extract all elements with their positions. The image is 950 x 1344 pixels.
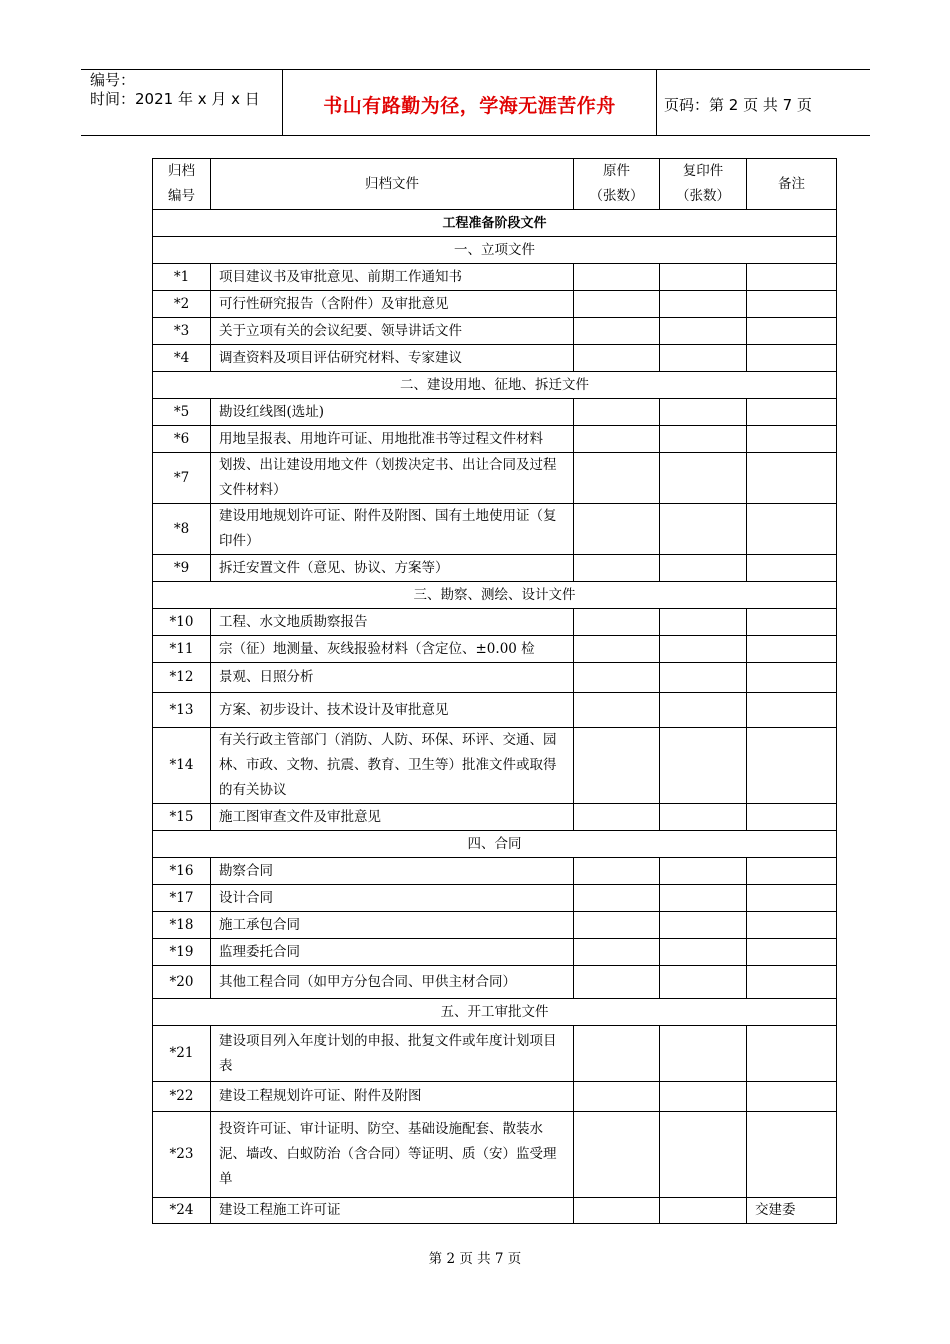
table-row: [153, 609, 837, 636]
table-row: [153, 663, 837, 693]
original-count-cell: [574, 1112, 660, 1198]
original-count-cell: [574, 1198, 660, 1224]
header-motto: 书山有路勤为径，学海无涯苦作舟: [323, 95, 616, 117]
document-time-label: 时间：2021 年 x 月 x 日: [90, 90, 260, 108]
remark-cell: [747, 345, 837, 372]
copy-count-cell: [660, 555, 747, 582]
table-row: [153, 912, 837, 939]
archive-number-cell: *19: [153, 939, 211, 966]
original-count-cell: [574, 264, 660, 291]
section-title: 三、勘察、测绘、设计文件: [153, 582, 837, 609]
table-body: [153, 210, 837, 1224]
original-count-cell: [574, 728, 660, 804]
table-row: [153, 1026, 837, 1082]
header-meta: [90, 71, 260, 109]
copy-count-cell: [660, 264, 747, 291]
copy-count-cell: [660, 885, 747, 912]
archive-number-cell: *13: [153, 693, 211, 728]
file-name-cell: 方案、初步设计、技术设计及审批意见: [211, 693, 574, 728]
archive-number-cell: *7: [153, 453, 211, 504]
remark-cell: [747, 1082, 837, 1112]
archive-number-cell: *22: [153, 1082, 211, 1112]
section-header-row: [153, 372, 837, 399]
section-header-row: [153, 582, 837, 609]
remark-cell: [747, 264, 837, 291]
copy-count-cell: [660, 966, 747, 999]
file-name-cell: 有关行政主管部门（消防、人防、环保、环评、交通、园林、市政、文物、抗震、教育、卫生等）批准文件或取得的有关协议: [211, 728, 574, 804]
section-title: 五、开工审批文件: [153, 999, 837, 1026]
archive-number-cell: *3: [153, 318, 211, 345]
archive-number-cell: *4: [153, 345, 211, 372]
remark-cell: 交建委: [747, 1198, 837, 1224]
remark-cell: [747, 693, 837, 728]
archive-number-cell: *18: [153, 912, 211, 939]
archive-number-cell: *17: [153, 885, 211, 912]
file-name-cell: 建设工程施工许可证: [211, 1198, 574, 1224]
copy-count-cell: [660, 1112, 747, 1198]
copy-count-cell: [660, 1082, 747, 1112]
table-row: [153, 291, 837, 318]
col-header-number-text: 归档 编号: [168, 163, 195, 204]
table-row: [153, 728, 837, 804]
original-count-cell: [574, 318, 660, 345]
col-header-copy-text: 复印件 （张数）: [676, 163, 730, 204]
copy-count-cell: [660, 453, 747, 504]
table-row: [153, 399, 837, 426]
file-name-cell: 监理委托合同: [211, 939, 574, 966]
section-header-row: [153, 831, 837, 858]
file-name-cell: 施工图审查文件及审批意见: [211, 804, 574, 831]
remark-cell: [747, 885, 837, 912]
table-row: [153, 426, 837, 453]
col-header-original-text: 原件 （张数）: [589, 163, 644, 204]
table-row: [153, 693, 837, 728]
table-row: [153, 966, 837, 999]
copy-count-cell: [660, 399, 747, 426]
copy-count-cell: [660, 728, 747, 804]
file-name-cell: 建设项目列入年度计划的申报、批复文件或年度计划项目表: [211, 1026, 574, 1082]
col-header-copy: [660, 159, 747, 210]
original-count-cell: [574, 291, 660, 318]
document-number-label: 编号：: [90, 71, 136, 89]
file-name-cell: 拆迁安置文件（意见、协议、方案等）: [211, 555, 574, 582]
copy-count-cell: [660, 804, 747, 831]
archive-file-table: [152, 158, 837, 1224]
file-name-cell: 建设工程规划许可证、附件及附图: [211, 1082, 574, 1112]
original-count-cell: [574, 858, 660, 885]
file-name-cell: 其他工程合同（如甲方分包合同、甲供主材合同）: [211, 966, 574, 999]
section-title: 二、建设用地、征地、拆迁文件: [153, 372, 837, 399]
table-row: [153, 264, 837, 291]
original-count-cell: [574, 1026, 660, 1082]
remark-cell: [747, 426, 837, 453]
file-name-cell: 用地呈报表、用地许可证、用地批准书等过程文件材料: [211, 426, 574, 453]
archive-number-cell: *8: [153, 504, 211, 555]
table-row: [153, 804, 837, 831]
copy-count-cell: [660, 609, 747, 636]
remark-cell: [747, 453, 837, 504]
remark-cell: [747, 609, 837, 636]
file-name-cell: 建设用地规划许可证、附件及附图、国有土地使用证（复印件）: [211, 504, 574, 555]
remark-cell: [747, 1112, 837, 1198]
remark-cell: [747, 555, 837, 582]
remark-cell: [747, 912, 837, 939]
original-count-cell: [574, 555, 660, 582]
section-title: 一、立项文件: [153, 237, 837, 264]
original-count-cell: [574, 609, 660, 636]
file-name-cell: 调查资料及项目评估研究材料、专家建议: [211, 345, 574, 372]
remark-cell: [747, 939, 837, 966]
copy-count-cell: [660, 291, 747, 318]
file-name-cell: 投资许可证、审计证明、防空、基础设施配套、散装水泥、墙改、白蚁防治（含合同）等证明、质（安）监受理单: [211, 1112, 574, 1198]
file-name-cell: 项目建议书及审批意见、前期工作通知书: [211, 264, 574, 291]
header-page-indicator: 页码：第 2 页 共 7 页: [664, 96, 812, 114]
table-row: [153, 318, 837, 345]
original-count-cell: [574, 939, 660, 966]
col-header-original: [574, 159, 660, 210]
original-count-cell: [574, 636, 660, 663]
table-row: [153, 555, 837, 582]
file-name-cell: 设计合同: [211, 885, 574, 912]
remark-cell: [747, 291, 837, 318]
file-name-cell: 施工承包合同: [211, 912, 574, 939]
copy-count-cell: [660, 636, 747, 663]
copy-count-cell: [660, 318, 747, 345]
remark-cell: [747, 636, 837, 663]
header-divider-right: [656, 69, 657, 135]
page-footer: 第 2 页 共 7 页: [428, 1251, 522, 1267]
remark-cell: [747, 504, 837, 555]
file-name-cell: 划拨、出让建设用地文件（划拨决定书、出让合同及过程文件材料）: [211, 453, 574, 504]
original-count-cell: [574, 504, 660, 555]
archive-number-cell: *10: [153, 609, 211, 636]
copy-count-cell: [660, 663, 747, 693]
archive-number-cell: *9: [153, 555, 211, 582]
copy-count-cell: [660, 1198, 747, 1224]
table-row: [153, 885, 837, 912]
archive-number-cell: *5: [153, 399, 211, 426]
original-count-cell: [574, 663, 660, 693]
original-count-cell: [574, 966, 660, 999]
stage-title: 工程准备阶段文件: [153, 210, 837, 237]
header-top-rule: [81, 69, 870, 70]
table-row: [153, 1198, 837, 1224]
col-header-file: 归档文件: [211, 159, 574, 210]
file-name-cell: 勘察合同: [211, 858, 574, 885]
remark-cell: [747, 1026, 837, 1082]
table-row: [153, 1082, 837, 1112]
table-row: [153, 345, 837, 372]
copy-count-cell: [660, 858, 747, 885]
remark-cell: [747, 399, 837, 426]
section-header-row: [153, 999, 837, 1026]
header-bottom-rule: [81, 135, 870, 136]
file-name-cell: 勘设红线图(选址): [211, 399, 574, 426]
table-row: [153, 636, 837, 663]
file-name-cell: 宗（征）地测量、灰线报验材料（含定位、±0.00 检: [211, 636, 574, 663]
remark-cell: [747, 804, 837, 831]
file-name-cell: 关于立项有关的会议纪要、领导讲话文件: [211, 318, 574, 345]
archive-number-cell: *11: [153, 636, 211, 663]
original-count-cell: [574, 399, 660, 426]
archive-number-cell: *2: [153, 291, 211, 318]
table-row: [153, 453, 837, 504]
archive-number-cell: *12: [153, 663, 211, 693]
remark-cell: [747, 318, 837, 345]
archive-number-cell: *23: [153, 1112, 211, 1198]
original-count-cell: [574, 453, 660, 504]
archive-number-cell: *14: [153, 728, 211, 804]
archive-number-cell: *6: [153, 426, 211, 453]
section-header-row: [153, 237, 837, 264]
original-count-cell: [574, 912, 660, 939]
remark-cell: [747, 663, 837, 693]
col-header-remark: 备注: [747, 159, 837, 210]
copy-count-cell: [660, 1026, 747, 1082]
original-count-cell: [574, 345, 660, 372]
table-row: [153, 1112, 837, 1198]
copy-count-cell: [660, 426, 747, 453]
copy-count-cell: [660, 693, 747, 728]
copy-count-cell: [660, 939, 747, 966]
original-count-cell: [574, 885, 660, 912]
copy-count-cell: [660, 504, 747, 555]
archive-number-cell: *16: [153, 858, 211, 885]
table-row: [153, 858, 837, 885]
file-name-cell: 可行性研究报告（含附件）及审批意见: [211, 291, 574, 318]
file-name-cell: 景观、日照分析: [211, 663, 574, 693]
remark-cell: [747, 728, 837, 804]
original-count-cell: [574, 1082, 660, 1112]
archive-number-cell: *20: [153, 966, 211, 999]
original-count-cell: [574, 804, 660, 831]
col-header-number: [153, 159, 211, 210]
file-name-cell: 工程、水文地质勘察报告: [211, 609, 574, 636]
original-count-cell: [574, 426, 660, 453]
copy-count-cell: [660, 345, 747, 372]
archive-number-cell: *1: [153, 264, 211, 291]
table-header-row: [153, 159, 837, 210]
copy-count-cell: [660, 912, 747, 939]
section-title: 四、合同: [153, 831, 837, 858]
remark-cell: [747, 966, 837, 999]
archive-number-cell: *24: [153, 1198, 211, 1224]
remark-cell: [747, 858, 837, 885]
stage-title-row: [153, 210, 837, 237]
table-row: [153, 939, 837, 966]
archive-number-cell: *21: [153, 1026, 211, 1082]
archive-number-cell: *15: [153, 804, 211, 831]
original-count-cell: [574, 693, 660, 728]
table-row: [153, 504, 837, 555]
